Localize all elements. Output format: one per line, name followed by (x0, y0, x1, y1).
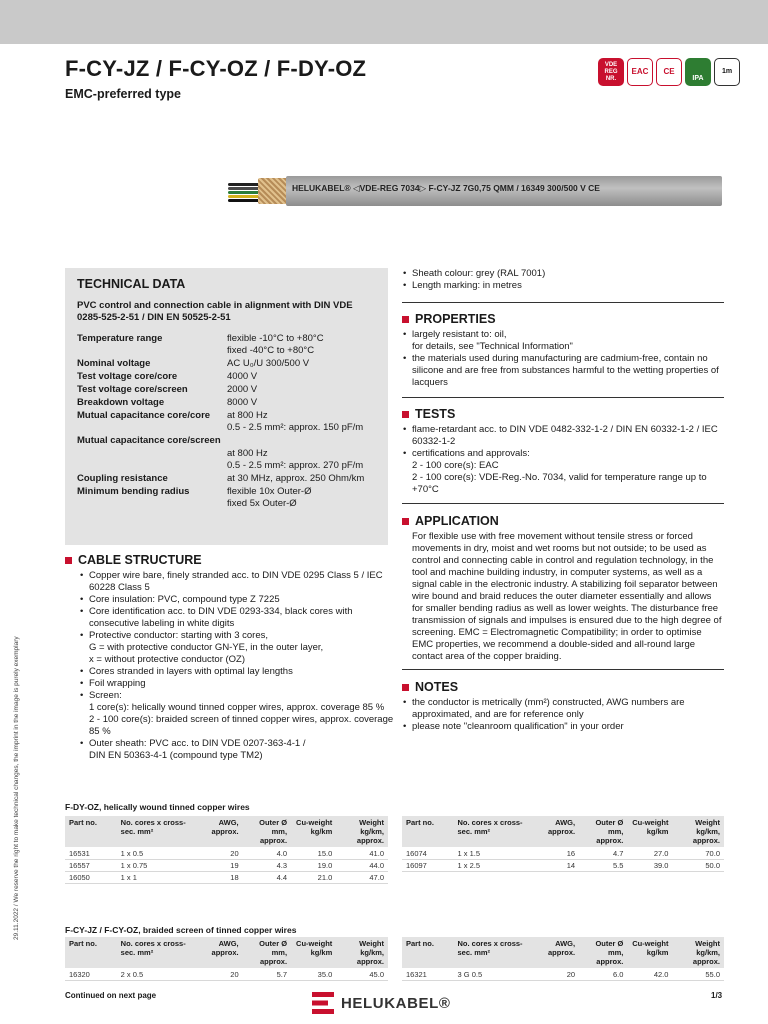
red-square-icon (402, 411, 409, 418)
column-header: Weight kg/km, approx. (336, 816, 388, 848)
tech-value: flexible 10x Outer-Ø fixed 5x Outer-Ø (227, 486, 312, 509)
column-header: Cu-weight kg/km (627, 816, 672, 848)
column-header: Weight kg/km, approx. (672, 937, 724, 969)
table2-left (65, 937, 388, 981)
tests-heading (402, 407, 724, 421)
list-item: • Sheath colour: grey (RAL 7001) (402, 268, 724, 280)
list-item: • flame-retardant acc. to DIN VDE 0482-332-1-2 / DIN EN 60332-1-2 / IEC 60332-1-2 (402, 424, 724, 448)
tech-value: at 800 Hz 0.5 - 2.5 mm²: approx. 150 pF/m (227, 410, 364, 433)
table-cell: 21.0 (291, 872, 336, 884)
column-header: No. cores x cross-sec. mm² (117, 816, 195, 848)
list-item: • Length marking: in metres (402, 280, 724, 292)
table-cell: 16050 (65, 872, 117, 884)
column-header: Part no. (65, 816, 117, 848)
heading-label: PROPERTIES (415, 312, 496, 326)
notes-list (402, 697, 724, 733)
red-square-icon (65, 557, 72, 564)
technical-data-intro: PVC control and connection cable in alignment with DIN VDE 0285-525-2-51 / DIN EN 50525-2-51 (77, 300, 353, 323)
tech-value: at 800 Hz 0.5 - 2.5 mm²: approx. 270 pF/m (227, 448, 364, 471)
column-header: Weight kg/km, approx. (672, 816, 724, 848)
table-row (402, 860, 724, 872)
table-cell: 16 (531, 848, 579, 860)
table-cell: 6.0 (579, 969, 627, 981)
tech-key: Coupling resistance (77, 473, 168, 484)
tech-row (77, 333, 376, 357)
tech-value: flexible -10°C to +80°C fixed -40°C to +80°C (227, 333, 324, 356)
column-header: Outer Ø mm, approx. (579, 937, 627, 969)
table-cell: 16074 (402, 848, 454, 860)
column-header: Part no. (65, 937, 117, 969)
list-item: • Copper wire bare, finely stranded acc. to DIN VDE 0295 Class 5 / IEC 60228 Class 5 (79, 570, 395, 594)
table-row (402, 969, 724, 981)
list-item: • certifications and approvals: 2 - 100 core(s): EAC 2 - 100 core(s): VDE-Reg.-No. 7034, valid for temperature range up to +70°C (402, 448, 724, 496)
column-header: No. cores x cross-sec. mm² (454, 937, 531, 969)
list-item: • please note "cleanroom qualification" in your order (402, 721, 724, 733)
page-number: 1/3 (711, 991, 723, 1000)
table-cell: 4.7 (579, 848, 627, 860)
ce-badge-icon: CE (656, 58, 682, 86)
list-item: • Outer sheath: PVC acc. to DIN VDE 0207-363-4-1 / DIN EN 50363-4-1 (compound type TM2) (79, 738, 395, 762)
table-cell: 16557 (65, 860, 117, 872)
properties-list (402, 329, 724, 389)
table-cell: 39.0 (627, 860, 672, 872)
table-cell: 44.0 (336, 860, 388, 872)
tech-row (77, 410, 376, 434)
list-item: • Screen: 1 core(s): helically wound tinned copper wires, approx. coverage 85 % 2 - 100 core(s): braided screen of tinned copper wires, approx. coverage 85 % (79, 690, 395, 738)
column-header: Cu-weight kg/km (291, 816, 336, 848)
column-header: AWG, approx. (194, 816, 242, 848)
list-item: • Core insulation: PVC, compound type Z 7225 (79, 594, 395, 606)
table2-title: F-CY-JZ / F-CY-OZ, braided screen of tinned copper wires (65, 925, 297, 935)
table-cell: 1 x 0.75 (117, 860, 195, 872)
tests-list (402, 424, 724, 496)
application-section (402, 514, 724, 663)
cable-structure-list (65, 570, 395, 762)
notes-heading (402, 680, 724, 694)
side-disclaimer: 29.11.2022 / We reserve the right to make technical changes, the imprint in the image is purely exemplary (13, 636, 20, 940)
table-row (65, 872, 388, 884)
tech-row (77, 371, 376, 383)
column-header: AWG, approx. (531, 937, 579, 969)
page-title: F-CY-JZ / F-CY-OZ / F-DY-OZ (65, 56, 367, 81)
table2-right (402, 937, 724, 981)
divider (402, 302, 724, 303)
table-cell: 41.0 (336, 848, 388, 860)
table-cell: 4.3 (243, 860, 291, 872)
tech-key (77, 448, 227, 472)
table-row (402, 848, 724, 860)
column-header: AWG, approx. (531, 816, 579, 848)
table-row (65, 860, 388, 872)
heading-label: NOTES (415, 680, 459, 694)
tech-row (77, 473, 376, 485)
list-item: • largely resistant to: oil, for details, see "Technical Information" (402, 329, 724, 353)
certification-badges (598, 58, 740, 86)
heading-label: CABLE STRUCTURE (78, 553, 202, 567)
tests-section (402, 407, 724, 496)
list-item: • Core identification acc. to DIN VDE 0293-334, black cores with consecutive labeling in white digits (79, 606, 395, 630)
table-cell: 20 (194, 969, 242, 981)
heading-label: APPLICATION (415, 514, 499, 528)
column-header: Part no. (402, 937, 454, 969)
divider (402, 397, 724, 398)
tech-key: Temperature range (77, 333, 163, 344)
technical-data-heading: TECHNICAL DATA (77, 277, 186, 291)
red-square-icon (402, 684, 409, 691)
page-subtitle: EMC-preferred type (65, 87, 181, 101)
table-cell: 16320 (65, 969, 117, 981)
cable-print-text: HELUKABEL® ◁VDE-REG 7034▷ F-CY-JZ 7G0,75 QMM / 16349 300/500 V CE (292, 183, 600, 193)
cable-image (228, 170, 722, 212)
table1-left (65, 816, 388, 884)
column-header: AWG, approx. (194, 937, 242, 969)
tech-value: 8000 V (227, 397, 258, 408)
tech-key: Test voltage core/screen (77, 384, 188, 395)
sheath-list (402, 268, 724, 292)
tech-row (77, 435, 376, 447)
top-bar (0, 0, 768, 44)
table-header-row (402, 816, 724, 848)
tech-value: 2000 V (227, 384, 258, 395)
list-item: • the materials used during manufacturing are cadmium-free, contain no silicone and are free from substances harmful to the wetting properties of lacquers (402, 353, 724, 389)
table-cell: 35.0 (291, 969, 336, 981)
tech-key: Mutual capacitance core/screen (77, 435, 221, 446)
tech-value (227, 435, 376, 447)
table-row (65, 848, 388, 860)
table-header-row (65, 816, 388, 848)
tech-key: Mutual capacitance core/core (77, 410, 211, 421)
vde-reg-badge-icon: VDE REG NR. (598, 58, 624, 86)
table-cell: 3 G 0.5 (454, 969, 531, 981)
column-header: Cu-weight kg/km (291, 937, 336, 969)
table-cell: 1 x 0.5 (117, 848, 195, 860)
divider (402, 669, 724, 670)
red-square-icon (402, 316, 409, 323)
column-header: No. cores x cross-sec. mm² (117, 937, 195, 969)
tech-row (77, 384, 376, 396)
table-cell: 19 (194, 860, 242, 872)
table-cell: 4.0 (243, 848, 291, 860)
table-cell: 4.4 (243, 872, 291, 884)
table-cell: 1 x 1 (117, 872, 195, 884)
logo-text: HELUKABEL® (341, 994, 451, 1012)
table-cell: 50.0 (672, 860, 724, 872)
table-header-row (402, 937, 724, 969)
continued-note: Continued on next page (65, 991, 157, 1000)
tech-key: Minimum bending radius (77, 486, 190, 497)
column-header: Outer Ø mm, approx. (243, 816, 291, 848)
column-header: No. cores x cross-sec. mm² (454, 816, 531, 848)
table1-right (402, 816, 724, 872)
technical-data-panel (65, 268, 388, 545)
heading-label: TESTS (415, 407, 456, 421)
technical-data-rows (77, 333, 376, 510)
tech-row (77, 448, 376, 472)
table-cell: 16531 (65, 848, 117, 860)
table-cell: 2 x 0.5 (117, 969, 195, 981)
column-header: Cu-weight kg/km (627, 937, 672, 969)
table-cell: 70.0 (672, 848, 724, 860)
table-cell: 14 (531, 860, 579, 872)
list-item: • Protective conductor: starting with 3 cores, G = with protective conductor GN-YE, in the outer layer, x = without protective conductor (OZ) (79, 630, 395, 666)
table-cell: 16097 (402, 860, 454, 872)
table-cell: 45.0 (336, 969, 388, 981)
sheath-section (402, 268, 724, 292)
tech-value: 4000 V (227, 371, 258, 382)
eac-badge-icon: EAC (627, 58, 653, 86)
table-row (65, 969, 388, 981)
red-square-icon (402, 518, 409, 525)
table-cell: 20 (531, 969, 579, 981)
application-text: For flexible use with free movement without tensile stress or forced movements in dry, moist and wet rooms but not outside; to be used as control and connecting cable in control and regulation technology, in the tool and machine building industry, in computer systems, as well as a signal cable in the electronic industry. A stabilizing foil separator between wire bound and braid reduces the outer diameter essentially and allows for smaller bending radius as well as lower weights. The disturbance free transmission of signals and impulses is ensured due to the high degree of screening. EMC = Electromagnetic Compatibility; in order to optimise EMC properties, we recommend a double-sided and all-round large contact area of the copper braiding. (412, 531, 722, 662)
column-header: Outer Ø mm, approx. (579, 816, 627, 848)
helukabel-logo-icon (312, 992, 334, 1014)
table-cell: 16321 (402, 969, 454, 981)
table-header-row (65, 937, 388, 969)
notes-section (402, 680, 724, 733)
tech-row (77, 358, 376, 370)
cable-structure-section (65, 553, 395, 762)
tech-key: Nominal voltage (77, 358, 151, 369)
table-cell: 27.0 (627, 848, 672, 860)
properties-section (402, 312, 724, 389)
table-cell: 55.0 (672, 969, 724, 981)
tech-value: at 30 MHz, approx. 250 Ohm/km (227, 473, 365, 484)
tech-row (77, 397, 376, 409)
application-heading (402, 514, 724, 528)
table1-title: F-DY-OZ, helically wound tinned copper wires (65, 802, 250, 812)
list-item: • Cores stranded in layers with optimal lay lengths (79, 666, 395, 678)
helukabel-logo (312, 992, 451, 1014)
table-cell: 18 (194, 872, 242, 884)
table-cell: 42.0 (627, 969, 672, 981)
tech-value: AC U₀/U 300/500 V (227, 358, 310, 369)
ipa-badge-icon: IPA (685, 58, 711, 86)
column-header: Part no. (402, 816, 454, 848)
table-cell: 15.0 (291, 848, 336, 860)
table-cell: 1 x 2.5 (454, 860, 531, 872)
list-item: • the conductor is metrically (mm²) constructed, AWG numbers are approximated, and are for reference only (402, 697, 724, 721)
properties-heading (402, 312, 724, 326)
column-header: Outer Ø mm, approx. (243, 937, 291, 969)
table-cell: 20 (194, 848, 242, 860)
table-cell: 1 x 1.5 (454, 848, 531, 860)
list-item: • Foil wrapping (79, 678, 395, 690)
table-cell: 5.5 (579, 860, 627, 872)
cable-structure-heading (65, 553, 395, 567)
divider (402, 503, 724, 504)
tech-key: Test voltage core/core (77, 371, 178, 382)
table-cell: 47.0 (336, 872, 388, 884)
table-cell: 5.7 (243, 969, 291, 981)
length-marking-badge-icon: 1m (714, 58, 740, 86)
tech-key: Breakdown voltage (77, 397, 165, 408)
column-header: Weight kg/km, approx. (336, 937, 388, 969)
tech-row (77, 486, 376, 510)
table-cell: 19.0 (291, 860, 336, 872)
